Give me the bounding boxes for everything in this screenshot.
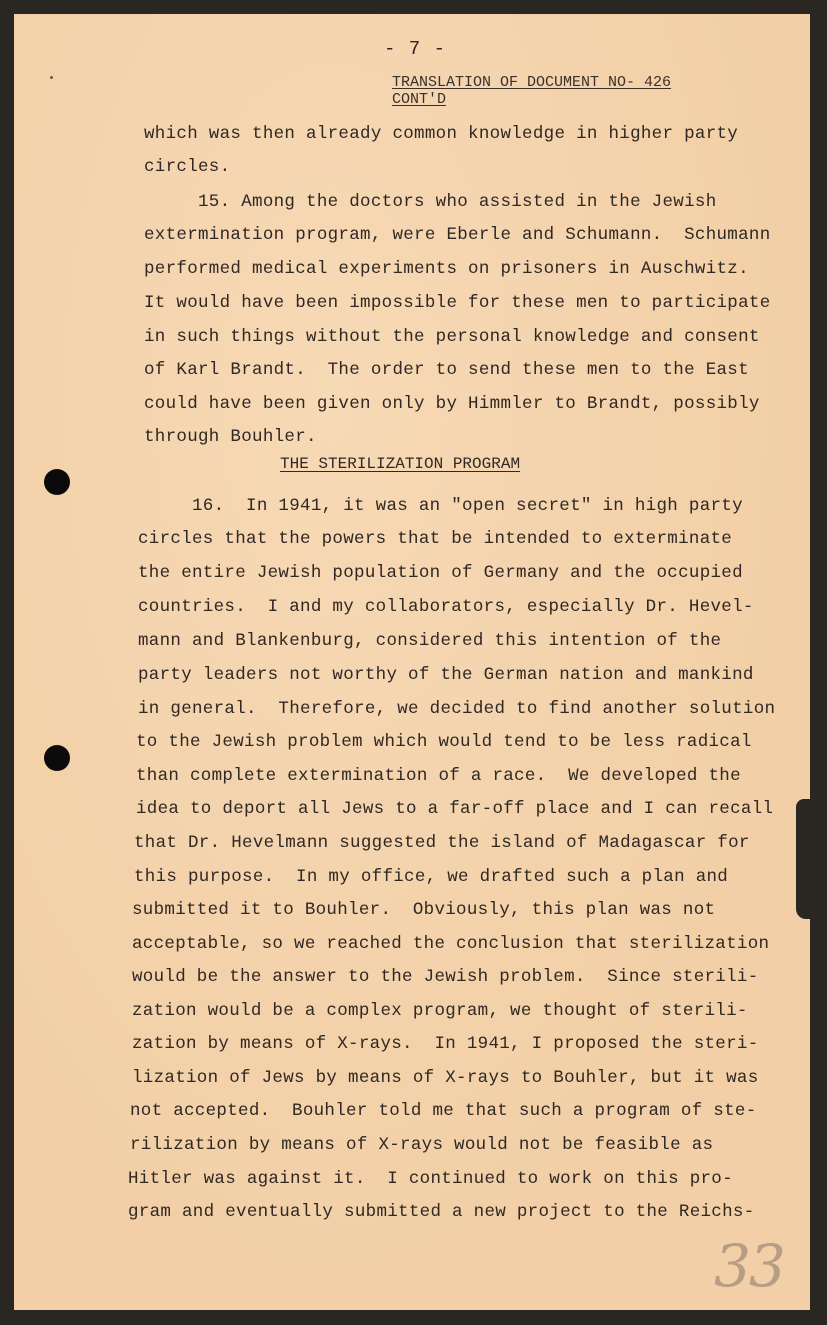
stray-mark [50,76,53,79]
text-line: countries. I and my collaborators, especially Dr. Hevel- [138,597,754,617]
text-line: Hitler was against it. I continued to work on this pro- [128,1169,733,1189]
punch-hole-top [44,469,70,495]
text-line: this purpose. In my office, we drafted such a plan and [134,867,729,887]
text-line: through Bouhler. [144,427,317,447]
punch-hole-bottom [44,745,70,771]
text-line: zation would be a complex program, we thought of sterili- [132,1001,748,1021]
text-line: not accepted. Bouhler told me that such a program of ste- [130,1101,757,1121]
text-line: lization of Jews by means of X-rays to Bouhler, but it was [132,1068,759,1088]
text-line: of Karl Brandt. The order to send these men to the East [144,360,749,380]
document-header [392,74,671,108]
text-line: in such things without the personal knowledge and consent [144,327,760,347]
text-line: mann and Blankenburg, considered this intention of the [138,631,722,651]
text-line: than complete extermination of a race. We developed the [136,766,741,786]
text-line: would be the answer to the Jewish problem. Since sterili- [132,967,759,987]
text-line: 15. Among the doctors who assisted in the Jewish [144,192,717,212]
text-line: in general. Therefore, we decided to find another solution [138,699,776,719]
header-line-1: TRANSLATION OF DOCUMENT NO- 426 [392,74,672,91]
torn-edge [796,799,810,919]
text-line: circles. [144,157,231,177]
text-line: idea to deport all Jews to a far-off place and I can recall [136,799,774,819]
text-line: the entire Jewish population of Germany and the occupied [138,563,743,583]
document-page [14,14,810,1310]
header-line-2: CONT'D [392,91,447,108]
text-line: extermination program, were Eberle and Schumann. Schumann [144,225,771,245]
handwritten-page-number: 33 [714,1232,784,1300]
text-line: party leaders not worthy of the German nation and mankind [138,665,754,685]
text-line: performed medical experiments on prisoners in Auschwitz. [144,259,749,279]
section-heading: THE STERILIZATION PROGRAM [280,455,521,473]
text-line: circles that the powers that be intended to exterminate [138,529,733,549]
text-line: acceptable, so we reached the conclusion that sterilization [132,934,770,954]
text-line: It would have been impossible for these men to participate [144,293,771,313]
text-line: zation by means of X-rays. In 1941, I proposed the steri- [132,1034,759,1054]
text-line: which was then already common knowledge in higher party [144,124,739,144]
text-line: submitted it to Bouhler. Obviously, this plan was not [132,900,716,920]
text-line: could have been given only by Himmler to Brandt, possibly [144,394,760,414]
text-line: gram and eventually submitted a new project to the Reichs- [128,1202,755,1222]
text-line: to the Jewish problem which would tend to be less radical [136,732,752,752]
text-line: that Dr. Hevelmann suggested the island of Madagascar for [134,833,750,853]
page-number: - 7 - [384,38,447,60]
text-line: rilization by means of X-rays would not be feasible as [130,1135,714,1155]
text-line: 16. In 1941, it was an "open secret" in high party [138,496,743,516]
